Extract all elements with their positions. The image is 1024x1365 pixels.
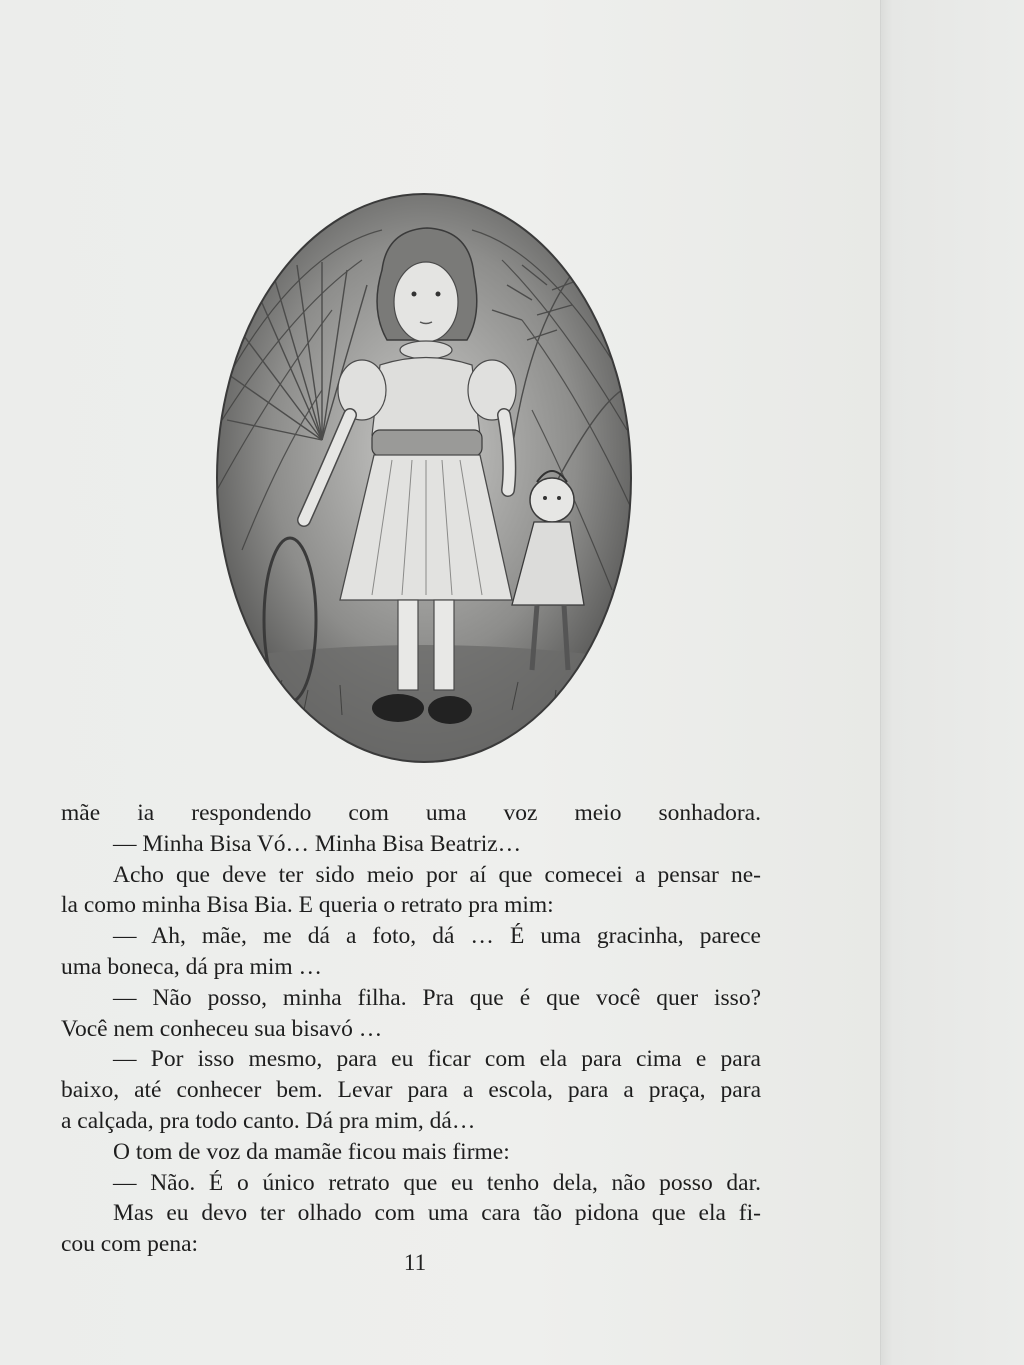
next-page-edge	[880, 0, 1024, 1365]
text-line: la como minha Bisa Bia. E queria o retrato pra mim:	[61, 892, 554, 919]
text-line: — Ah, mãe, me dá a foto, dá … É uma gracinha, parece	[113, 923, 761, 950]
text-line: — Minha Bisa Vó… Minha Bisa Beatriz…	[113, 830, 522, 857]
oval-portrait-illustration	[212, 190, 636, 766]
text-line: uma boneca, dá pra mim …	[61, 953, 323, 980]
text-line: Acho que deve ter sido meio por aí que comecei a pensar ne-	[113, 861, 761, 888]
text-line: Mas eu devo ter olhado com uma cara tão pidona que ela fi-	[113, 1200, 761, 1227]
text-line: cou com pena:	[61, 1231, 199, 1258]
text-line: Você nem conheceu sua bisavó …	[61, 1015, 383, 1042]
text-line: — Por isso mesmo, para eu ficar com ela para cima e para	[113, 1046, 761, 1073]
text-line: O tom de voz da mamãe ficou mais firme:	[113, 1138, 510, 1165]
page-text	[61, 798, 761, 1260]
text-line: mãe ia respondendo com uma voz meio sonhadora.	[61, 800, 761, 826]
illustration-svg	[212, 190, 636, 766]
text-line: baixo, até conhecer bem. Levar para a escola, para a praça, para	[61, 1077, 761, 1104]
text-line: a calçada, pra todo canto. Dá pra mim, dá…	[61, 1107, 476, 1134]
text-line: — Não. É o único retrato que eu tenho dela, não posso dar.	[113, 1169, 761, 1196]
text-line: — Não posso, minha filha. Pra que é que você quer isso?	[113, 984, 761, 1011]
page-number: 11	[403, 1250, 427, 1275]
